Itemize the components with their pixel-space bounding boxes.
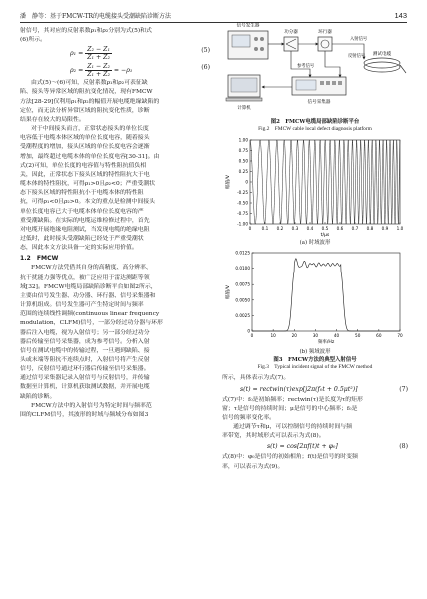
text-line: 通过调节τ和μ，可以控制信号的持续时间与频 [233, 424, 353, 431]
page-number: 143 [394, 11, 407, 20]
y-tick-label: 0 [247, 328, 250, 334]
paragraph-3 [20, 264, 210, 420]
text-line: modulation，CLFM)信号，一部分经过功分器与环形 [20, 320, 163, 327]
fig2-caption-cn: 图2 FMCW电缆局部缺陷诊断平台 [270, 119, 360, 125]
sig-gen-label: 信号发生器 [236, 23, 260, 29]
text-line: 抗干扰能力强等优点，被广泛应用于雷达测距等领 [20, 274, 150, 281]
equation-5 [20, 45, 210, 62]
equation-6 [20, 62, 210, 79]
y-tick-label: 0.0050 [235, 297, 250, 303]
y-tick-label: 0.50 [238, 158, 248, 164]
x-axis-label: 频率/Hz [317, 340, 335, 346]
text-line: 器后传输至信号采集器，成为参考信号。分析入射 [20, 338, 150, 345]
collector-label: 信号采集器 [307, 100, 331, 105]
text-line: 单位长度电容已大于电缆本体单位长度电容的严 [20, 208, 144, 215]
y-tick-label: -0.75 [237, 210, 248, 216]
plot-frame [250, 140, 400, 224]
signal-collector-block [292, 77, 346, 105]
text-line: 受潮程度的增加，接头区域的单位长度电容会逐渐 [20, 144, 150, 151]
section-heading: 1.2 FMCW [20, 255, 59, 263]
text-line: 缆本体的特性阻抗，可得ρ₁>0且ρ₂<0；严重受潮状 [20, 181, 156, 188]
y-tick-label: 0.25 [238, 168, 248, 174]
x-tick-label: 20 [291, 333, 297, 339]
fig2-caption-en: Fig.2 FMCW cable local defect diagnosis platform [258, 126, 372, 133]
x-tick-label: 0.8 [366, 225, 374, 231]
y-axis-label: 幅值/V [226, 174, 231, 189]
x-tick-label: 60 [376, 333, 382, 339]
x-tick-label: 70 [397, 333, 403, 339]
incident-label: 入射信号 [350, 37, 368, 42]
text-line: 所示，具体表示为式(7)。 [222, 375, 290, 382]
text-line: 信号在测试电缆中的传输过程，一旦遇到缺陷、接 [20, 347, 150, 354]
x-tick-label: 10 [270, 333, 276, 339]
text-line: 态，因此本文方法具备一定的实际应用价值。 [20, 245, 138, 252]
text-line: FMCW方法凭借其自身的高精度、高分辨率、 [31, 265, 152, 272]
text-line: 通过信号采集器记录入射信号与反射信号，并传输 [20, 375, 150, 382]
text-line: 率带宽，其时域形式可以表示为式(8)。 [222, 433, 325, 440]
y-axis-label: 幅值/V [226, 285, 231, 300]
x-axis-label: t/μs [320, 232, 330, 238]
fig3-caption-cn: 图3 FMCW方法的典型入射信号 [273, 356, 357, 363]
text-line: 增加，最终超过电缆本体的单位长度电容[30-31]。由 [20, 153, 160, 160]
eq8-body: s(t) = cos[2πf(t)t + φ₀] [267, 443, 338, 451]
eq5-tag: (5) [201, 47, 210, 55]
eq6-body: ρ₂ = $\frac{\text{Z₁ − Z₂}}{\text{Z₁ + Z₂}}$ = −ρ₁ [70, 63, 133, 79]
y-tick-label: 0 [245, 179, 248, 185]
y-tick-label: 0.0025 [235, 313, 250, 319]
circulator-block [318, 28, 332, 51]
text-line: 数据至计算机，计算机获取测试数据，并开展电缆 [20, 384, 150, 391]
text-line: 域[32]。FMCW电缆局部缺陷诊断平台如图2所示， [20, 283, 157, 290]
text-line: 式(2)可知，单位长度的电容值与特性阻抗值负相 [20, 162, 147, 169]
eq6-tag: (6) [201, 64, 210, 72]
spectrum-series-line [252, 259, 400, 331]
eq8-tag: (8) [399, 443, 408, 451]
text-line: 主要由信号发生器、功分器、环行器、信号采集器和 [20, 292, 156, 299]
text-line: 缺陷的诊断。 [20, 393, 56, 400]
text-line: 对电缆开展绝缘电阻测试，当发现电缆的绝缘电阻 [20, 226, 150, 233]
running-title: 潘 静等：基于FMCW-TR的电缆接头受潮缺陷诊断方法 [20, 13, 171, 20]
y-tick-label: 0.0125 [235, 250, 250, 256]
y-tick-label: 0.0075 [235, 281, 250, 287]
eq5-body: ρ₁ = $\frac{\text{Z₂ − Z₁}}{\text{Z₁ + Z₂}}$ [70, 46, 110, 62]
text-line: 关，因此，正常状态下接头区域的特性阻抗大于电 [20, 171, 150, 178]
text-line: 窗；τ是信号的持续时间；μ是信号的中心频率；f₀是 [222, 405, 358, 412]
fig3b-chart [222, 249, 408, 349]
x-tick-label: 30 [312, 333, 319, 339]
x-tick-label: 0.5 [321, 225, 329, 231]
text-line: 器后注入电缆，视为入射信号；另一部分经过功分 [20, 329, 150, 336]
text-line: 范围的连续线性调频(continuous linear frequency [20, 311, 160, 318]
paragraph-2 [20, 125, 210, 253]
text-line: 对于中间接头而言，正常状态接头的单位长度 [31, 126, 149, 133]
x-tick-label: 0.4 [306, 225, 314, 231]
power-splitter-block [284, 28, 298, 51]
x-tick-label: 0.9 [381, 225, 389, 231]
equation-8 [222, 441, 408, 453]
text-line: 射信号，其对应的反射系数ρ₁和ρ₂分别为式(5)和式 [20, 28, 152, 34]
ref-signal-label: 参考信号 [297, 64, 315, 69]
text-line: 由式(5)～(6)可知，反射系数ρ₁和ρ₂可表征缺 [31, 80, 148, 87]
x-tick-label: 50 [355, 333, 361, 339]
computer-block [226, 75, 262, 111]
splitter-label: 功分器 [284, 30, 298, 35]
y-tick-label: -0.25 [237, 189, 248, 195]
text-line: 方法[28-29]仅利用ρ₁和ρ₂的幅值开展电缆绝缘缺陷的 [20, 98, 160, 105]
text-line: 计算机组成。信号发生器可产生特定时间与频率 [20, 302, 144, 309]
text-line: 信号的频率变化率。 [222, 414, 276, 421]
text-line: 围的CLFM信号，其波形的时域与频域分布如图3 [20, 411, 149, 418]
text-line: 过低时，此时接头受潮缺陷已经处于严重受潮状 [20, 235, 144, 242]
text-line: 式(7)中：f₀是初始频率；rectwin(τ)是长度为τ的矩形 [222, 396, 363, 403]
fig3a-chart [222, 136, 408, 240]
text-line: 定位，而无法分析异常区域的阻抗变化性质，诊断 [20, 107, 150, 114]
x-tick-label: 1.0 [396, 225, 404, 231]
text-line: 式(8)中：φ₀是信号的初始相角；f(t)是信号的时变频 [222, 454, 358, 461]
text-line: 电容低于电缆本体区域的单位长度电容，随着接头 [20, 135, 150, 142]
x-tick-label: 0.6 [336, 225, 344, 231]
text-line: FMCW方法中的入射信号为特定时间与频率范 [31, 402, 152, 409]
fig3-caption-en: Fig.3 Typical incident signal of the FMCW method [257, 364, 373, 371]
circulator-label: 环行器 [318, 30, 332, 35]
plot-frame [252, 253, 400, 331]
y-tick-label: -1.00 [237, 221, 248, 227]
equation-7 [222, 384, 408, 396]
fig3a-subcaption: (a) 时域波形 [299, 239, 331, 246]
text-line: 陷、接头等异常区域的阻抗变化情况，现有FMCW [20, 89, 153, 96]
computer-label: 计算机 [237, 106, 251, 111]
running-header [20, 8, 407, 23]
fig3b-subcaption: (b) 频域波形 [299, 349, 331, 356]
y-tick-label: 0.75 [238, 147, 248, 153]
test-cable [364, 50, 406, 73]
eq7-tag: (7) [399, 385, 408, 393]
right-text [222, 374, 408, 471]
x-tick-label: 40 [333, 333, 340, 339]
text-line: (6)所示。 [20, 37, 47, 44]
x-tick-label: 0 [250, 333, 254, 339]
right-column [222, 23, 408, 472]
text-line: 率，可以表示为式(9)。 [222, 463, 284, 470]
x-tick-label: 0.2 [276, 225, 284, 231]
x-tick-label: 0.1 [261, 225, 269, 231]
y-tick-label: 0.0100 [235, 266, 250, 272]
x-tick-label: 0.7 [351, 225, 359, 231]
fig2-diagram [222, 23, 408, 119]
text-line: 抗，可得ρ₁<0且ρ₂>0。本文的重点是检测中间接头 [20, 199, 156, 206]
eq7-body: s(t) = rectwin(τ)exp[j2π(f₀t + 0.5μt²)] [240, 385, 358, 393]
text-line: 结果存在较大的局限性。 [20, 116, 85, 123]
signal-generator-block [228, 22, 268, 60]
x-tick-label: 0.3 [291, 225, 299, 231]
left-column [20, 27, 210, 420]
text-line: 头或末端等阻抗不连续点时，入射信号将产生反射 [20, 357, 150, 363]
x-tick-label: 0 [248, 225, 252, 231]
text-line: 信号，反射信号通过环行器后传输至信号采集器。 [20, 366, 150, 373]
text-line: 重受潮缺陷。在实际的电缆运维检修过程中，首先 [20, 217, 150, 224]
chirp-series-line [250, 140, 400, 224]
reflected-label: 反射信号 [348, 54, 366, 59]
cable-label: 测试电缆 [372, 52, 392, 57]
paragraph-1 [20, 79, 210, 125]
y-tick-label: 1.00 [238, 137, 248, 143]
text-line: 态下接头区域的特性阻抗小于电缆本体的特性阻 [20, 190, 144, 197]
y-tick-label: -0.50 [237, 200, 248, 206]
